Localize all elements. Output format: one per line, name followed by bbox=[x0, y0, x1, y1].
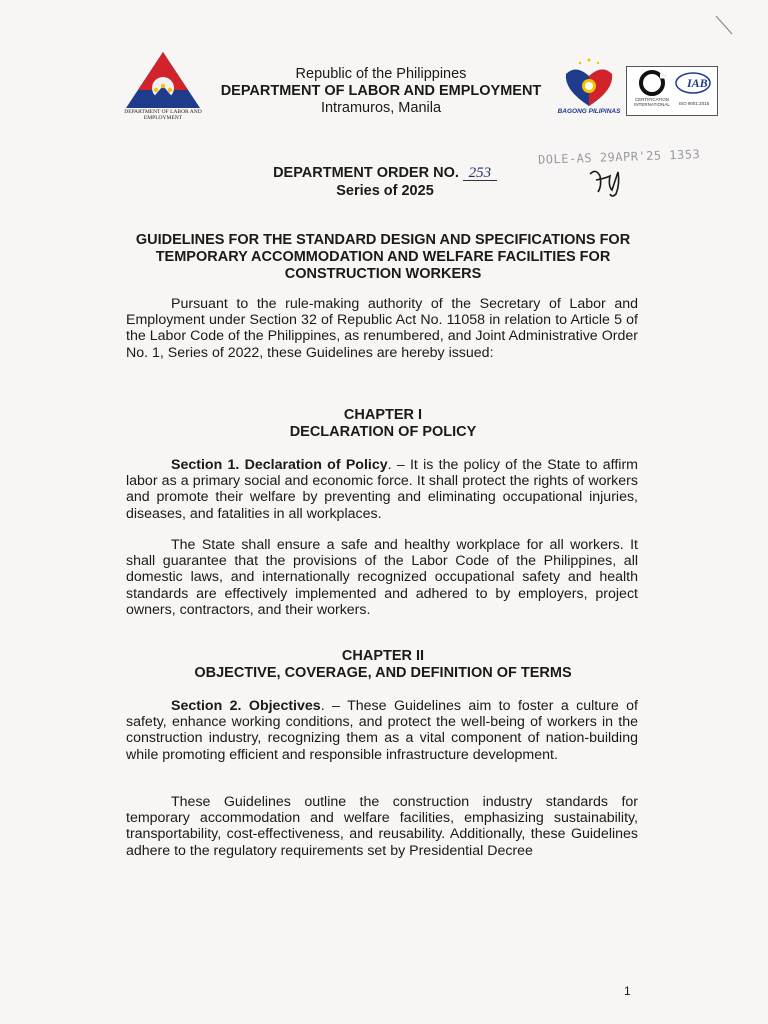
chapter-1-number: CHAPTER I bbox=[343, 407, 423, 423]
department-address: Intramuros, Manila bbox=[320, 100, 442, 116]
dole-triangle-icon bbox=[124, 50, 202, 110]
bagong-pilipinas-icon bbox=[556, 56, 622, 108]
section-2-paragraph bbox=[126, 698, 638, 763]
page-number: 1 bbox=[624, 984, 631, 998]
order-heading bbox=[240, 164, 530, 200]
chapter-2-heading bbox=[116, 648, 650, 682]
letterhead bbox=[200, 66, 562, 117]
iso-label: ISO 9001:2015 bbox=[678, 101, 710, 106]
republic-line: Republic of the Philippines bbox=[295, 66, 467, 82]
chapter-1-heading bbox=[116, 407, 650, 441]
section-1-text: . – It is the policy of the State to affirm labor as a primary social and economic force. It shall protect the rights of workers and promote their welfare by preventing and eliminating occupational injuries, diseases, and fatalities in all workplaces. bbox=[126, 457, 638, 522]
certification-badge bbox=[626, 66, 718, 116]
corner-mark-icon bbox=[714, 14, 734, 36]
received-stamp: DOLE-AS 29APR'25 1353 bbox=[537, 147, 701, 167]
policy-paragraph-2: The State shall ensure a safe and healthy workplace for all workers. It shall guarantee that the provisions of the Labor Code of the Philippines, all domestic laws, and internationally recognized occupational safety and health standards are effectively implemented and adhered to by employers, project owners, contractors, and their workers. bbox=[126, 537, 638, 618]
iab-label: IAB bbox=[687, 76, 708, 90]
document-title bbox=[116, 232, 650, 283]
dole-logo bbox=[124, 50, 202, 126]
intro-paragraph: Pursuant to the rule-making authority of the Secretary of Labor and Employment under Section 32 of Republic Act No. 11058 in relation to Article 5 of the Labor Code of the Philippines, as renumbered, and Joint Administrative Order No. 1, Series of 2022, these Guidelines are hereby issued: bbox=[126, 296, 638, 361]
chapter-1-name: DECLARATION OF POLICY bbox=[289, 424, 477, 440]
title-line-2: TEMPORARY ACCOMMODATION AND WELFARE FACILITIES FOR bbox=[155, 249, 611, 265]
signature-initials-icon bbox=[586, 164, 626, 198]
section-1-heading: Section 1. Declaration of Policy bbox=[171, 457, 388, 473]
dole-logo-caption: DEPARTMENT OF LABOR AND EMPLOYMENT bbox=[124, 109, 202, 121]
department-name: DEPARTMENT OF LABOR AND EMPLOYMENT bbox=[220, 83, 542, 99]
order-series: Series of 2025 bbox=[336, 183, 434, 199]
certification-caption: CERTIFICATION INTERNATIONAL bbox=[634, 97, 670, 107]
order-label: DEPARTMENT ORDER NO. bbox=[273, 165, 459, 181]
chapter-2-number: CHAPTER II bbox=[341, 648, 425, 664]
section-1-paragraph bbox=[126, 457, 638, 522]
title-line-1: GUIDELINES FOR THE STANDARD DESIGN AND SPECIFICATIONS FOR bbox=[135, 232, 631, 248]
bagong-pilipinas-logo bbox=[556, 56, 622, 118]
section-2-heading: Section 2. Objectives bbox=[171, 698, 321, 714]
bagong-pilipinas-caption: BAGONG PILIPINAS bbox=[557, 108, 621, 115]
title-line-3: CONSTRUCTION WORKERS bbox=[284, 266, 482, 282]
order-number: 253 bbox=[463, 166, 497, 181]
objectives-paragraph-2: These Guidelines outline the construction industry standards for temporary accommodation and welfare facilities, emphasizing sustainability, transportability, cost-effectiveness, and reusability. Additionally, these Guidelines adhere to the regulatory requirements set by Presidential Decree bbox=[126, 794, 638, 859]
section-2-text: . – These Guidelines aim to foster a culture of safety, enhance working conditions, and protect the well-being of workers in the construction industry, recognizing them as a vital component of nation-building while promoting efficient and responsible infrastructure development. bbox=[126, 698, 638, 763]
chapter-2-name: OBJECTIVE, COVERAGE, AND DEFINITION OF TERMS bbox=[194, 665, 572, 681]
certification-icon bbox=[627, 67, 717, 99]
